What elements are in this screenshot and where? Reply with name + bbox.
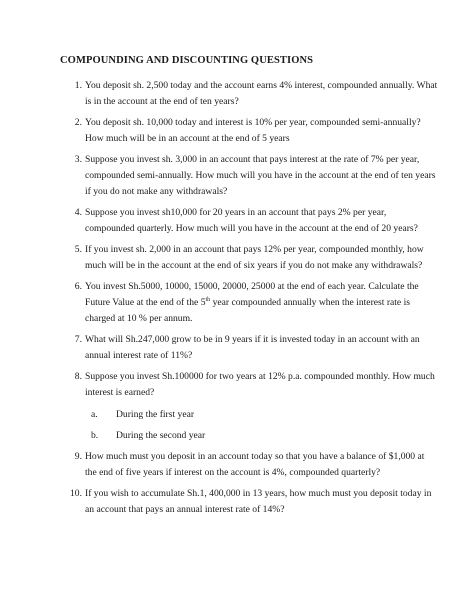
question-number: 6. — [74, 281, 82, 292]
question-text: Suppose you invest sh. 3,000 in an account that pays interest at the rate of 7% per year, compounded semi-annually. How much will you have in the account at the end of ten years if you do not make any withdrawals? — [85, 154, 436, 197]
question-number: 1. — [74, 80, 82, 91]
ordinal-superscript: th — [205, 297, 211, 303]
question-number: 10. — [70, 488, 82, 499]
question-text: If you invest sh. 2,000 in an account that pays 12% per year, compounded monthly, how much will be in the account at the end of six years if you do not make any withdrawals? — [85, 244, 424, 271]
question-item — [66, 369, 438, 444]
question-text-part: year compounded annually when the interest rate is charged at 10 % per annum. — [85, 297, 410, 324]
question-number: 5. — [74, 244, 82, 255]
sub-question-text: During the second year — [116, 430, 206, 441]
question-text: You deposit sh. 2,500 today and the account earns 4% interest, compounded annually. What is in the account at the end of ten years? — [85, 80, 438, 107]
question-number: 7. — [74, 334, 82, 345]
question-number: 8. — [74, 371, 82, 382]
question-text: How much must you deposit in an account today so that you have a balance of $1,000 at the end of five years if interest on the account is 4%, compounded quarterly? — [85, 451, 425, 478]
question-item — [66, 78, 438, 110]
question-number: 2. — [74, 117, 82, 128]
question-text: Suppose you invest Sh.100000 for two years at 12% p.a. compounded monthly. How much interest is earned? — [85, 371, 435, 398]
question-item — [66, 115, 438, 147]
question-list — [66, 78, 438, 523]
question-number: 3. — [74, 154, 82, 165]
sub-question-label: b. — [91, 430, 99, 441]
question-item — [66, 332, 438, 364]
sub-question-list — [85, 407, 438, 444]
question-item — [66, 205, 438, 237]
question-number: 4. — [74, 207, 82, 218]
page-title: COMPOUNDING AND DISCOUNTING QUESTIONS — [60, 55, 314, 66]
question-text — [85, 279, 438, 327]
question-text: Suppose you invest sh10,000 for 20 years in an account that pays 2% per year, compounded quarterly. How much will you have in the account at the end of 20 years? — [85, 207, 418, 234]
sub-question-text: During the first year — [116, 409, 195, 420]
question-text: What will Sh.247,000 grow to be in 9 years if it is invested today in an account with an annual interest rate of 11%? — [85, 334, 420, 361]
question-item — [66, 279, 438, 327]
sub-question-label: a. — [91, 409, 98, 420]
sub-question-item — [85, 407, 438, 423]
sub-question-item — [85, 428, 438, 444]
question-item — [66, 486, 438, 518]
question-item — [66, 242, 438, 274]
question-item — [66, 152, 438, 200]
question-text: If you wish to accumulate Sh.1, 400,000 in 13 years, how much must you deposit today in an account that pays an annual interest rate of 14%? — [85, 488, 432, 515]
question-number: 9. — [74, 451, 82, 462]
question-item — [66, 449, 438, 481]
question-text: You deposit sh. 10,000 today and interest is 10% per year, compounded semi-annually? How much will be in an account at the end of 5 years — [85, 117, 421, 144]
question-text-part: You invest Sh.5000, 10000, 15000, 20000, 25000 at the end of each year. Calculate the Future Value at the end of the 5 — [85, 281, 419, 308]
